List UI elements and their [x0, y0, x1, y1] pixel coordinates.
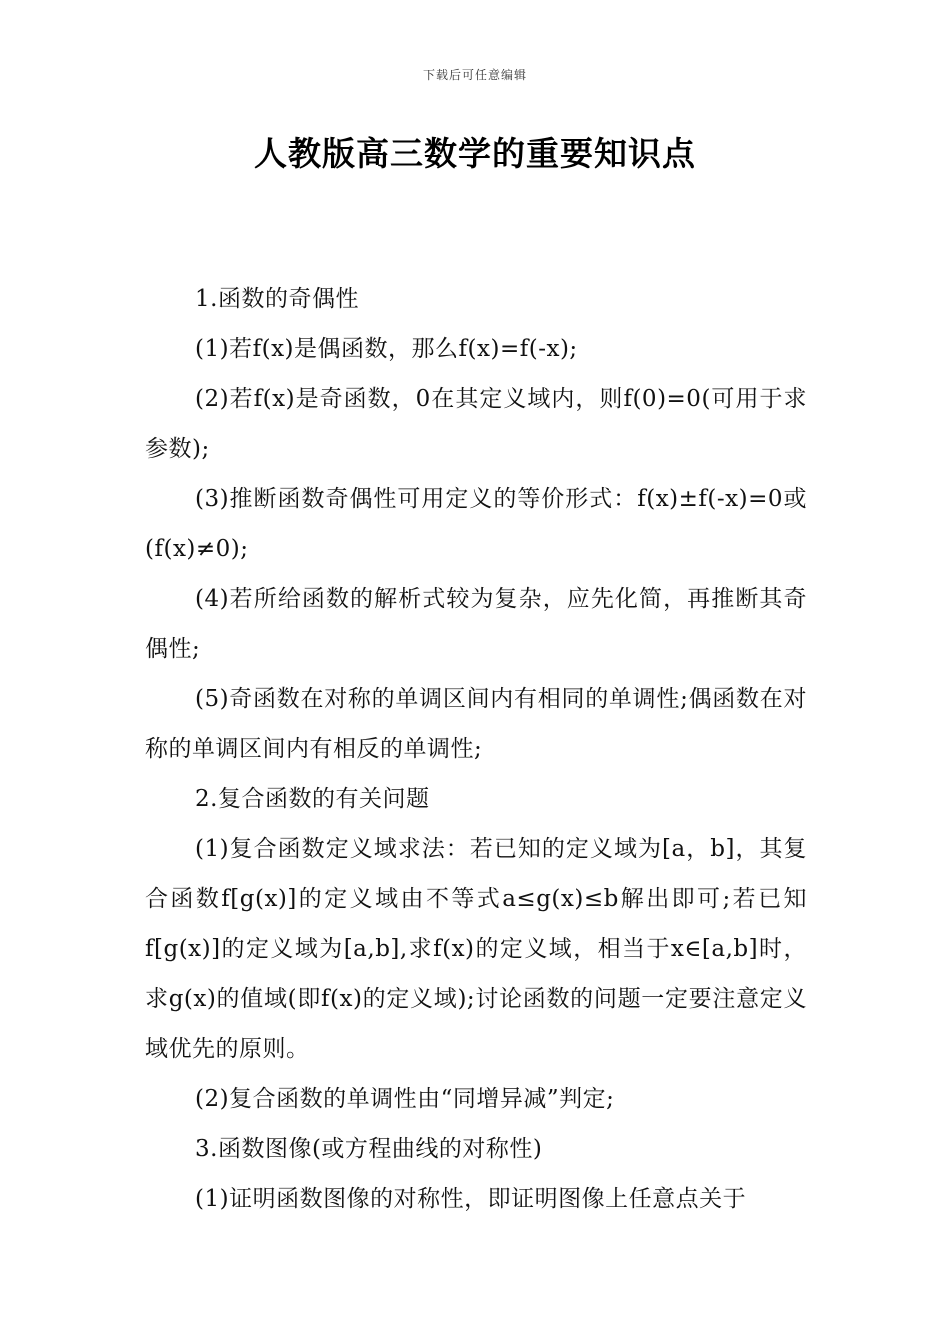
paragraph: (4)若所给函数的解析式较为复杂，应先化简，再推断其奇偶性; [145, 586, 807, 662]
paragraph: (1)若f(x)是偶函数，那么f(x)=f(-x); [195, 336, 578, 362]
paragraph: (5)奇函数在对称的单调区间内有相同的单调性;偶函数在对称的单调区间内有相反的单调性; [145, 686, 807, 762]
paragraph: (3)推断函数奇偶性可用定义的等价形式：f(x)±f(-x)=0或(f(x)≠0); [145, 486, 807, 562]
paragraph: (1)复合函数定义域求法：若已知的定义域为[a，b]，其复合函数f[g(x)]的定义域由不等式a≤g(x)≤b解出即可;若已知f[g(x)]的定义域为[a,b],求f(x)的定义域，相当于x∈[a,b]时，求g(x)的值域(即f(x)的定义域);讨论函数的问题一定要注意定义域优先的原则。 [145, 836, 807, 1062]
paragraph: (2)复合函数的单调性由“同增异减”判定; [195, 1086, 615, 1112]
section-heading-1: 1.函数的奇偶性 [195, 286, 359, 312]
paragraph: (2)若f(x)是奇函数，0在其定义域内，则f(0)=0(可用于求参数); [145, 386, 807, 462]
section-heading-2: 2.复合函数的有关问题 [195, 786, 430, 812]
paragraph: (1)证明函数图像的对称性，即证明图像上任意点关于 [195, 1186, 747, 1212]
document-body [145, 274, 807, 1224]
page-header-note: 下载后可任意编辑 [422, 68, 527, 82]
section-heading-3: 3.函数图像(或方程曲线的对称性) [195, 1136, 543, 1162]
document-title: 人教版高三数学的重要知识点 [254, 134, 696, 173]
